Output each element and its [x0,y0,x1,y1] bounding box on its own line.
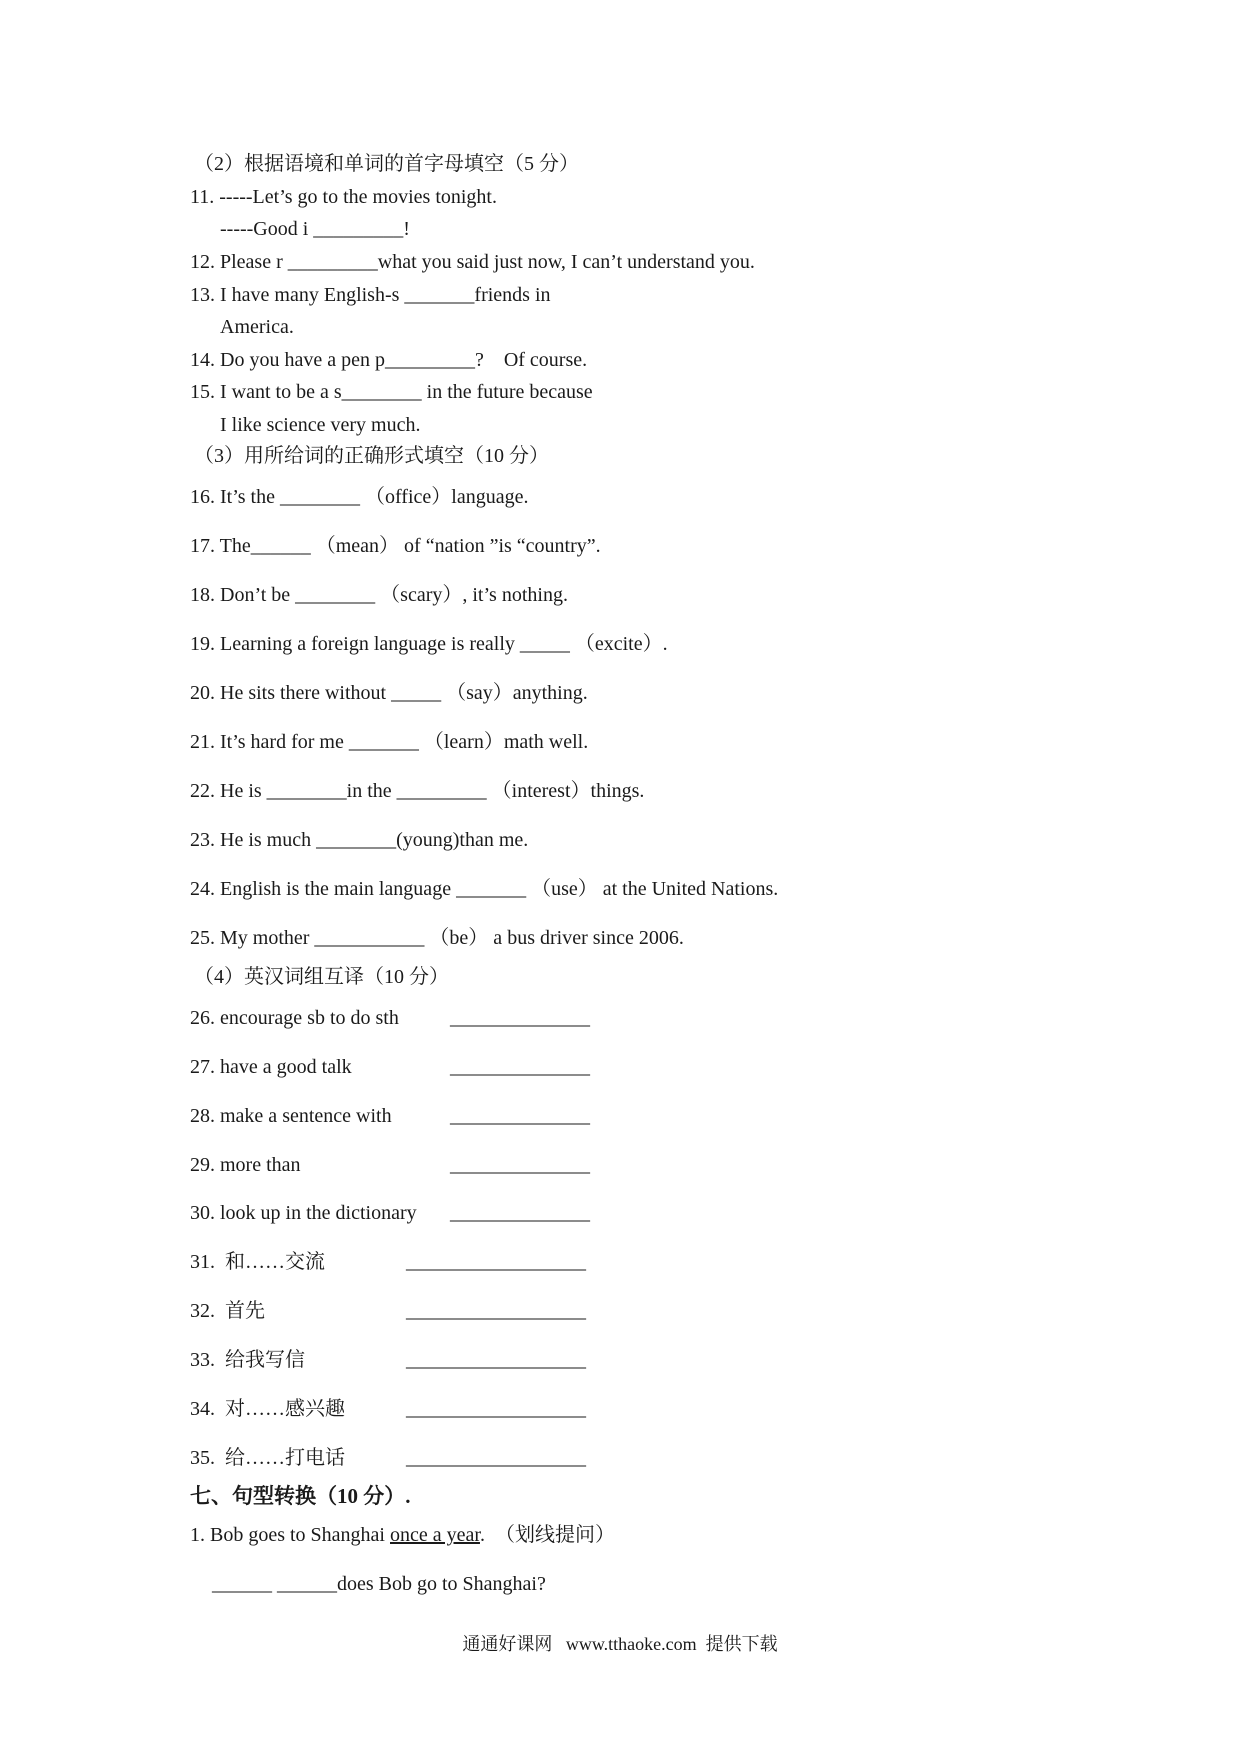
question-15-line-1: 15. I want to be a s________ in the future because [190,381,593,403]
question-24: 24. English is the main language _______ （use） at the United Nations. [190,878,779,900]
transform-question-1-answer: ______ ______does Bob go to Shanghai? [212,1573,546,1595]
question-23: 23. He is much ________(young)than me. [190,829,529,851]
phrase-28: 28. make a sentence with [190,1105,392,1127]
question-11-line-1: 11. -----Let’s go to the movies tonight. [190,186,497,208]
phrase-26-blank: ______________ [450,1007,590,1029]
question-21: 21. It’s hard for me _______ （learn）math well. [190,731,589,753]
phrase-34-blank: __________________ [406,1398,586,1420]
phrase-30: 30. look up in the dictionary [190,1202,417,1224]
phrase-27: 27. have a good talk [190,1056,352,1078]
transform-question-1-before: 1. Bob goes to Shanghai [190,1524,390,1546]
phrase-35: 35. 给……打电话 [190,1447,345,1469]
phrase-31-blank: __________________ [406,1251,586,1273]
section-7-title: 七、句型转换（10 分）. [190,1484,411,1508]
transform-question-1-after: . （划线提问） [479,1524,615,1546]
question-15-line-2: I like science very much. [220,414,421,436]
question-17: 17. The______ （mean） of “nation ”is “country”. [190,535,601,557]
question-13-line-2: America. [220,316,294,338]
question-19: 19. Learning a foreign language is really _____ （excite）. [190,633,668,655]
phrase-33-blank: __________________ [406,1349,586,1371]
phrase-26: 26. encourage sb to do sth [190,1007,399,1029]
phrase-32: 32. 首先 [190,1300,265,1322]
phrase-35-blank: __________________ [406,1447,586,1469]
question-16: 16. It’s the ________ （office）language. [190,486,529,508]
question-18: 18. Don’t be ________ （scary）, it’s nothing. [190,584,568,606]
question-13-line-1: 13. I have many English-s _______friends in [190,284,551,306]
transform-question-1 [190,1523,615,1547]
phrase-32-blank: __________________ [406,1300,586,1322]
question-25: 25. My mother ___________ （be） a bus driver since 2006. [190,927,684,949]
question-14: 14. Do you have a pen p_________? Of course. [190,349,588,371]
phrase-33: 33. 给我写信 [190,1349,305,1371]
section-3-title: （3）用所给词的正确形式填空（10 分） [194,445,549,467]
phrase-27-blank: ______________ [450,1056,590,1078]
phrase-31: 31. 和……交流 [190,1251,325,1273]
phrase-34: 34. 对……感兴趣 [190,1398,345,1420]
section-2-title: （2）根据语境和单词的首字母填空（5 分） [194,153,579,175]
phrase-29: 29. more than [190,1154,301,1176]
phrase-29-blank: ______________ [450,1154,590,1176]
underlined-phrase: once a year [390,1524,480,1546]
question-12: 12. Please r _________what you said just now, I can’t understand you. [190,251,755,273]
footer-text: 通通好课网 www.tthaoke.com 提供下载 [462,1634,778,1654]
section-4-title: （4）英汉词组互译（10 分） [194,966,449,988]
question-22: 22. He is ________in the _________ （interest）things. [190,780,645,802]
phrase-28-blank: ______________ [450,1105,590,1127]
question-20: 20. He sits there without _____ （say）anything. [190,682,588,704]
phrase-30-blank: ______________ [450,1202,590,1224]
question-11-line-2: -----Good i _________! [220,218,410,240]
